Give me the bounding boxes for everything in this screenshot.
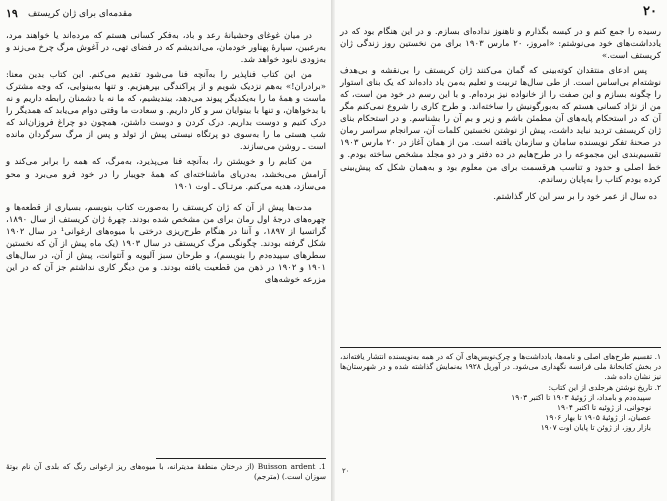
footnote-list-item: سپیده‌دم و بامداد، از ژوئیهٔ ۱۹۰۳ تا اکتبر ۱۹۰۳: [511, 392, 651, 402]
paragraph: مدت‌ها پیش از آن که ژان کریستف را به‌صورت کتاب بنویسم، بسیاری از قطعه‌ها و چهره‌های درجهٔ اول رمان برای من مشخص شده بودند. چهرهٔ ژان کریستف از سال ۱۸۹۰، گراتسیا از ۱۸۹۷، و آننا در هنگام طرح‌ریزی درختی با میوه‌های ارغوانی¹ در سال ۱۹۰۲ شکل گرفته بودند. چگونگی مرگ کریستف در سال ۱۹۰۳ (یک ماه پیش از آن که نخستین سطرهای سپیده‌دم را بنویسم)، و طرحان سبز آلیویه و آتتوانت، پیش از آن، در سال‌های ۱۹۰۱ و ۱۹۰۲ در ذهن من قطعیت یافته بودند. و من دیگر کاری نداشتم جز آن که در این مزرعه خوشه‌های: [6, 202, 327, 285]
right-page-header: [340, 4, 661, 22]
footnote-list-item: بازار روز، از ژوئن تا پایان اوت ۱۹۰۷: [540, 423, 651, 433]
left-page-body: [6, 30, 326, 289]
right-page: [340, 0, 661, 501]
footnote: ۲. تاریخ نوشتن هرجلدی از این کتاب:: [548, 382, 661, 392]
paragraph: رسیده را جمع کنم و در کیسه بگذارم و تاهنوز نداده‌ای بسازم. و در این هنگام بود که در یادداشت‌های خود می‌نوشتم: «امروز، ۲۰ مارس ۱۹۰۳ برای من نخستین روز زندگی ژان کریستف است.»: [340, 27, 661, 62]
paragraph: پس ادعای منتقدان کوته‌بینی که گمان می‌کنند ژان کریستف را بی‌نقشه و بی‌هدف نوشته‌ام بی‌اساس است. از طی سال‌ها تربیت و تعلیم به‌من یاد داده‌اند که یک بنای استوار را چگونه بسازم و این صفت را از خانواده نیز برده‌ام. و با این رسم در خود من است، که من از نژاد کسانی هستم که به‌بورگونیش را ساخته‌اند. و طرح کاری را شروع نمی‌کنم مگر آن که در استحکام پایه‌های آن مطمئن باشم و زیر و بم آن را بشناسم. و در استحکام بنای ژان کریستف تردید نباید داشت، پیش از نوشتن نخستین کلمات آن، سرانجام سراسر رمان در صحنهٔ تفکر نویسنده سامان و سازمان یافته است. من از همان آغاز در ۲۰ مارس ۱۹۰۳ تقسیم‌بندی این مجموعه را در طرح‌هایم در ده دفتر و در دو مجلد مشخص ساخته بودم. و خط اصلی و حدود و تناسب هرقسمت برای من معلوم بود و به‌همان شکل که پیش‌بینی کرده بودم کتاب را به‌پایان رساندم.: [340, 66, 662, 185]
paragraph: من کتابم را و خویشتن را، به‌آنچه فنا می‌پذیرد، به‌مرگ، که همه را برابر می‌کند و آرامش می‌بخشد، به‌دریای ماشناخته‌ای که همهٔ جویبار را در خود فرو می‌برد و محو می‌سازد، هدیه می‌کنم. مرتـاک ـ اوت ۱۹۰۱: [6, 157, 326, 192]
left-page: [6, 0, 326, 501]
left-footnotes: [6, 462, 326, 482]
footnote: ۱. تقسیم طرح‌های اصلی و نامه‌ها، یادداشت‌ها و چرک‌نویس‌های آن که در همه به‌نویسنده انتشار یافته‌اند، در بخش کتابخانهٔ ملی فرانسه نگهداری می‌شود. در آوریل ۱۹۲۸ به‌نمایش گذاشته شده و در شهرستان‌ها نیز نشان داده شد.: [340, 352, 661, 382]
book-gutter: [331, 0, 335, 501]
footnote-rule: [156, 458, 326, 459]
page-foot-mark: ۲۰: [342, 467, 350, 475]
footnote: 1. Buisson ardent (از درختان منطقهٔ مدیترانه، با میوه‌های ریز ارغوانی رنگ که بلدی آن نام بوتهٔ سوزان است.) (مترجم): [6, 462, 326, 482]
footnote-list-item: عصیان، از ژوئیهٔ ۱۹۰۵ تا بهار ۱۹۰۶: [545, 413, 651, 423]
paragraph: من این کتاب فناپذیر را به‌آنچه فنا می‌شود تقدیم می‌کنم. این کتاب بدین معنا: «برادران!» به‌هم نزدیک شویم و از پراکندگی بپرهیزیم. و تنها به‌بینوایی، که وجه مشترک ماست و همهٔ ما را به‌یکدیگر پیوند می‌دهد، بیندیشیم، که ما نه با دشمنان رابطه داریم و نه با بدخواهان، و تنها با بینوایان سر و کار داریم. و سعادت ما وقتی دوام می‌یابد که همدیگر را درک کنیم و دوست بداریم. درک کردن و دوست داشتن، همچون دو چراغ فروزان‌اند که شب هستی ما را به‌سوی دو پرتگاه نیستی پیش از تولد و پس از مرگ سرگردان مانده است ـ روشن می‌سازند.: [6, 70, 326, 153]
left-page-number: ۱۹: [6, 7, 18, 20]
closing-line: ده سال از عمر خود را بر سر این کار گذاشتم.: [493, 191, 657, 202]
left-page-header: [6, 8, 326, 22]
right-page-number: ۲۰: [643, 4, 657, 19]
right-page-body: [340, 26, 661, 203]
footnote-rule: [340, 347, 661, 348]
right-footnotes: [340, 352, 661, 434]
running-title: مقدمه‌ای برای ژان کریستف: [28, 9, 133, 19]
footnote-list-item: نوجوانی، از ژوئیه تا اکتبر ۱۹۰۴: [557, 403, 651, 413]
paragraph: در میان غوغای وحشیانهٔ رعد و باد، به‌فکر کسانی هستم که مرده‌اند یا خواهند مرد، به‌رعبین، سپارهٔ پهناور خودمان، می‌اندیشم که در فضای تهی، در آغوش مرگ چرخ می‌زند و به‌زودی نابود خواهد شد.: [6, 31, 326, 66]
